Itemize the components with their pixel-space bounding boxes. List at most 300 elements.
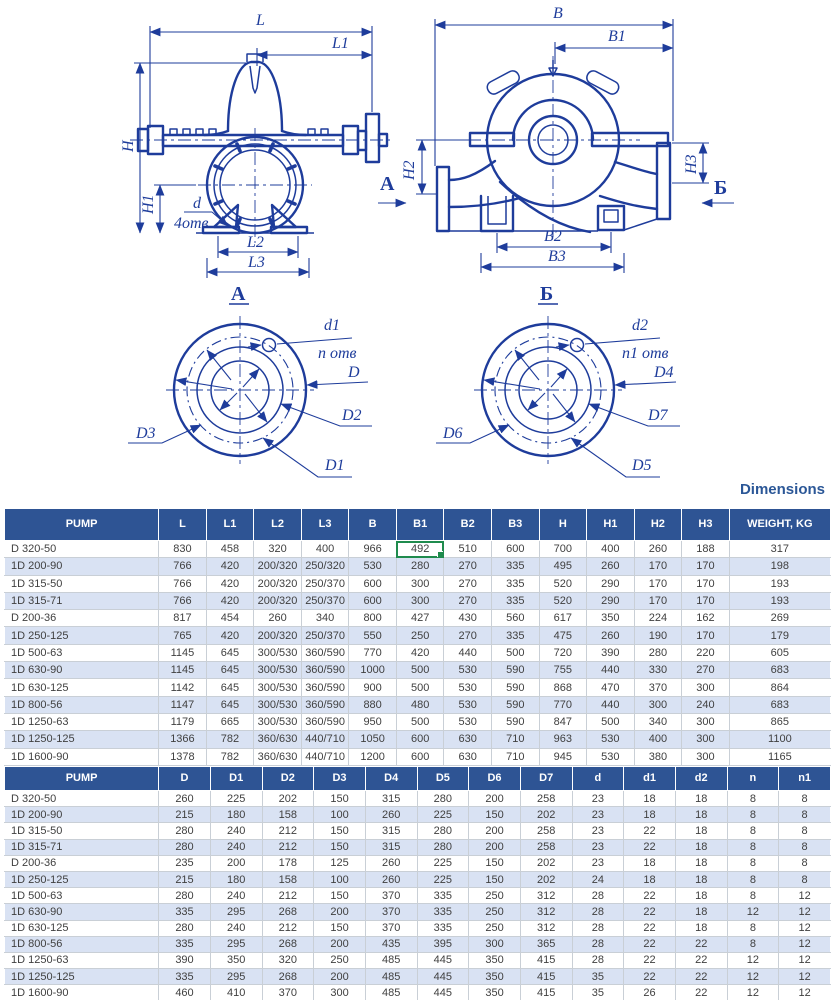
dimension-cell[interactable]: 280 bbox=[417, 823, 469, 839]
dimension-cell[interactable]: 260 bbox=[587, 558, 635, 575]
dimension-cell[interactable]: 250 bbox=[469, 904, 521, 920]
dimension-cell[interactable]: 492 bbox=[396, 541, 444, 558]
dimension-cell[interactable]: 800 bbox=[349, 610, 397, 627]
dimension-cell[interactable]: 8 bbox=[779, 855, 831, 871]
dimension-cell[interactable]: 35 bbox=[572, 969, 624, 985]
pump-name-cell[interactable]: 1D 250-125 bbox=[5, 871, 159, 887]
dimension-cell[interactable]: 300 bbox=[469, 936, 521, 952]
dimension-cell[interactable]: 193 bbox=[729, 592, 830, 609]
dimension-cell[interactable]: 900 bbox=[349, 679, 397, 696]
dimension-cell[interactable]: 360/590 bbox=[301, 679, 349, 696]
pump-name-cell[interactable]: 1D 800-56 bbox=[5, 696, 159, 713]
dimension-cell[interactable]: 600 bbox=[349, 592, 397, 609]
dimension-cell[interactable]: 258 bbox=[520, 839, 572, 855]
dimension-cell[interactable]: 460 bbox=[159, 985, 211, 1000]
dimension-cell[interactable]: 420 bbox=[206, 558, 254, 575]
dimension-cell[interactable]: 200 bbox=[314, 969, 366, 985]
dimension-cell[interactable]: 8 bbox=[779, 823, 831, 839]
dimension-cell[interactable]: 23 bbox=[572, 791, 624, 807]
dimension-cell[interactable]: 500 bbox=[396, 679, 444, 696]
dimension-cell[interactable]: 410 bbox=[210, 985, 262, 1000]
dimension-cell[interactable]: 18 bbox=[675, 871, 727, 887]
dimension-cell[interactable]: 1165 bbox=[729, 748, 830, 765]
dimension-cell[interactable]: 400 bbox=[634, 731, 682, 748]
dimension-cell[interactable]: 22 bbox=[675, 936, 727, 952]
dimension-cell[interactable]: 280 bbox=[159, 823, 211, 839]
dimension-cell[interactable]: 945 bbox=[539, 748, 587, 765]
dimension-cell[interactable]: 202 bbox=[520, 871, 572, 887]
dimension-cell[interactable]: 240 bbox=[210, 823, 262, 839]
dimension-cell[interactable]: 710 bbox=[491, 748, 539, 765]
dimension-cell[interactable]: 530 bbox=[587, 731, 635, 748]
dimension-cell[interactable]: 23 bbox=[572, 839, 624, 855]
dimension-cell[interactable]: 100 bbox=[314, 807, 366, 823]
dimension-cell[interactable]: 864 bbox=[729, 679, 830, 696]
dimension-cell[interactable]: 300 bbox=[682, 679, 730, 696]
dimension-cell[interactable]: 8 bbox=[727, 936, 779, 952]
dimension-cell[interactable]: 350 bbox=[469, 952, 521, 968]
dimension-cell[interactable]: 225 bbox=[417, 807, 469, 823]
dimension-cell[interactable]: 510 bbox=[444, 541, 492, 558]
dimension-cell[interactable]: 18 bbox=[675, 823, 727, 839]
dimension-cell[interactable]: 605 bbox=[729, 644, 830, 661]
dimension-cell[interactable]: 202 bbox=[520, 807, 572, 823]
dimension-cell[interactable]: 150 bbox=[314, 839, 366, 855]
dimension-cell[interactable]: 335 bbox=[417, 904, 469, 920]
dimension-cell[interactable]: 335 bbox=[491, 558, 539, 575]
dimension-cell[interactable]: 270 bbox=[444, 575, 492, 592]
dimension-cell[interactable]: 200 bbox=[469, 839, 521, 855]
dimension-cell[interactable]: 360/590 bbox=[301, 713, 349, 730]
dimension-cell[interactable]: 224 bbox=[634, 610, 682, 627]
dimension-cell[interactable]: 440/710 bbox=[301, 731, 349, 748]
dimension-cell[interactable]: 485 bbox=[365, 969, 417, 985]
dimension-cell[interactable]: 440 bbox=[587, 696, 635, 713]
dimension-cell[interactable]: 22 bbox=[624, 952, 676, 968]
dimension-cell[interactable]: 225 bbox=[210, 791, 262, 807]
pump-name-cell[interactable]: 1D 630-90 bbox=[5, 662, 159, 679]
dimension-cell[interactable]: 400 bbox=[587, 541, 635, 558]
pump-name-cell[interactable]: 1D 630-90 bbox=[5, 904, 159, 920]
dimension-cell[interactable]: 445 bbox=[417, 969, 469, 985]
dimension-cell[interactable]: 150 bbox=[469, 871, 521, 887]
dimension-cell[interactable]: 360/630 bbox=[254, 731, 302, 748]
dimension-cell[interactable]: 530 bbox=[444, 696, 492, 713]
dimension-cell[interactable]: 530 bbox=[444, 662, 492, 679]
dimension-cell[interactable]: 1142 bbox=[159, 679, 207, 696]
dimension-cell[interactable]: 200 bbox=[469, 823, 521, 839]
dimension-cell[interactable]: 12 bbox=[779, 985, 831, 1000]
dimension-cell[interactable]: 295 bbox=[210, 904, 262, 920]
dimension-cell[interactable]: 12 bbox=[779, 952, 831, 968]
dimension-cell[interactable]: 22 bbox=[675, 969, 727, 985]
dimension-cell[interactable]: 22 bbox=[624, 969, 676, 985]
dimension-cell[interactable]: 755 bbox=[539, 662, 587, 679]
dimension-cell[interactable]: 335 bbox=[159, 904, 211, 920]
pump-name-cell[interactable]: 1D 200-90 bbox=[5, 558, 159, 575]
dimension-cell[interactable]: 335 bbox=[159, 936, 211, 952]
dimension-cell[interactable]: 28 bbox=[572, 952, 624, 968]
dimension-cell[interactable]: 1200 bbox=[349, 748, 397, 765]
pump-name-cell[interactable]: 1D 1250-63 bbox=[5, 713, 159, 730]
dimension-cell[interactable]: 260 bbox=[254, 610, 302, 627]
pump-name-cell[interactable]: 1D 315-71 bbox=[5, 839, 159, 855]
dimension-cell[interactable]: 350 bbox=[469, 969, 521, 985]
dimension-cell[interactable]: 645 bbox=[206, 679, 254, 696]
dimension-cell[interactable]: 370 bbox=[365, 920, 417, 936]
dimension-cell[interactable]: 590 bbox=[491, 696, 539, 713]
dimension-cell[interactable]: 225 bbox=[417, 871, 469, 887]
dimension-cell[interactable]: 360/590 bbox=[301, 644, 349, 661]
dimension-cell[interactable]: 8 bbox=[727, 823, 779, 839]
dimension-cell[interactable]: 18 bbox=[675, 807, 727, 823]
dimension-cell[interactable]: 18 bbox=[675, 888, 727, 904]
pump-name-cell[interactable]: D 200-36 bbox=[5, 610, 159, 627]
dimension-cell[interactable]: 12 bbox=[727, 969, 779, 985]
dimension-cell[interactable]: 530 bbox=[444, 679, 492, 696]
dimension-cell[interactable]: 200/320 bbox=[254, 592, 302, 609]
dimension-cell[interactable]: 880 bbox=[349, 696, 397, 713]
dimension-cell[interactable]: 240 bbox=[210, 920, 262, 936]
dimension-cell[interactable]: 280 bbox=[396, 558, 444, 575]
pump-name-cell[interactable]: D 320-50 bbox=[5, 541, 159, 558]
dimension-cell[interactable]: 435 bbox=[365, 936, 417, 952]
dimension-cell[interactable]: 270 bbox=[444, 592, 492, 609]
pump-name-cell[interactable]: 1D 315-71 bbox=[5, 592, 159, 609]
dimension-cell[interactable]: 600 bbox=[396, 731, 444, 748]
dimension-cell[interactable]: 250/320 bbox=[301, 558, 349, 575]
dimension-cell[interactable]: 22 bbox=[624, 920, 676, 936]
dimension-cell[interactable]: 8 bbox=[727, 807, 779, 823]
dimension-cell[interactable]: 340 bbox=[301, 610, 349, 627]
pump-name-cell[interactable]: 1D 1250-125 bbox=[5, 969, 159, 985]
dimension-cell[interactable]: 12 bbox=[779, 904, 831, 920]
dimension-cell[interactable]: 12 bbox=[727, 985, 779, 1000]
dimension-cell[interactable]: 22 bbox=[624, 936, 676, 952]
pump-name-cell[interactable]: 1D 1250-63 bbox=[5, 952, 159, 968]
dimension-cell[interactable]: 420 bbox=[206, 627, 254, 644]
dimension-cell[interactable]: 8 bbox=[727, 920, 779, 936]
dimension-cell[interactable]: 260 bbox=[159, 791, 211, 807]
dimension-cell[interactable]: 158 bbox=[262, 807, 314, 823]
dimension-cell[interactable]: 220 bbox=[682, 644, 730, 661]
dimension-cell[interactable]: 200 bbox=[210, 855, 262, 871]
dimension-cell[interactable]: 300 bbox=[682, 748, 730, 765]
dimension-cell[interactable]: 193 bbox=[729, 575, 830, 592]
dimension-cell[interactable]: 300/530 bbox=[254, 713, 302, 730]
dimension-cell[interactable]: 268 bbox=[262, 936, 314, 952]
dimension-cell[interactable]: 260 bbox=[587, 627, 635, 644]
dimension-cell[interactable]: 180 bbox=[210, 807, 262, 823]
dimension-cell[interactable]: 8 bbox=[727, 839, 779, 855]
pump-name-cell[interactable]: 1D 315-50 bbox=[5, 823, 159, 839]
dimension-cell[interactable]: 440 bbox=[587, 662, 635, 679]
dimension-cell[interactable]: 200 bbox=[469, 791, 521, 807]
dimension-cell[interactable]: 1050 bbox=[349, 731, 397, 748]
dimension-cell[interactable]: 440/710 bbox=[301, 748, 349, 765]
dimension-cell[interactable]: 350 bbox=[210, 952, 262, 968]
dimension-cell[interactable]: 295 bbox=[210, 936, 262, 952]
dimension-cell[interactable]: 240 bbox=[682, 696, 730, 713]
dimension-cell[interactable]: 710 bbox=[491, 731, 539, 748]
dimension-cell[interactable]: 258 bbox=[520, 823, 572, 839]
dimension-cell[interactable]: 630 bbox=[444, 731, 492, 748]
dimension-cell[interactable]: 270 bbox=[444, 558, 492, 575]
dimension-cell[interactable]: 23 bbox=[572, 855, 624, 871]
dimension-cell[interactable]: 600 bbox=[349, 575, 397, 592]
dimension-cell[interactable]: 617 bbox=[539, 610, 587, 627]
dimension-cell[interactable]: 268 bbox=[262, 904, 314, 920]
dimension-cell[interactable]: 125 bbox=[314, 855, 366, 871]
dimension-cell[interactable]: 700 bbox=[539, 541, 587, 558]
dimension-cell[interactable]: 300 bbox=[314, 985, 366, 1000]
dimension-cell[interactable]: 300 bbox=[396, 575, 444, 592]
dimension-cell[interactable]: 28 bbox=[572, 888, 624, 904]
dimension-cell[interactable]: 530 bbox=[349, 558, 397, 575]
dimension-cell[interactable]: 370 bbox=[262, 985, 314, 1000]
dimension-cell[interactable]: 225 bbox=[417, 855, 469, 871]
dimension-cell[interactable]: 250/370 bbox=[301, 592, 349, 609]
dimension-cell[interactable]: 280 bbox=[159, 920, 211, 936]
dimension-cell[interactable]: 300 bbox=[634, 696, 682, 713]
dimension-cell[interactable]: 250 bbox=[469, 888, 521, 904]
dimension-cell[interactable]: 868 bbox=[539, 679, 587, 696]
dimension-cell[interactable]: 1179 bbox=[159, 713, 207, 730]
dimension-cell[interactable]: 8 bbox=[779, 807, 831, 823]
dimension-cell[interactable]: 295 bbox=[210, 969, 262, 985]
dimension-cell[interactable]: 340 bbox=[634, 713, 682, 730]
dimension-cell[interactable]: 390 bbox=[159, 952, 211, 968]
dimension-cell[interactable]: 22 bbox=[624, 904, 676, 920]
dimension-cell[interactable]: 600 bbox=[491, 541, 539, 558]
pump-name-cell[interactable]: D 200-36 bbox=[5, 855, 159, 871]
dimension-cell[interactable]: 150 bbox=[469, 855, 521, 871]
dimension-cell[interactable]: 235 bbox=[159, 855, 211, 871]
dimension-cell[interactable]: 520 bbox=[539, 592, 587, 609]
dimension-cell[interactable]: 280 bbox=[159, 888, 211, 904]
dimension-cell[interactable]: 317 bbox=[729, 541, 830, 558]
dimension-cell[interactable]: 765 bbox=[159, 627, 207, 644]
dimension-cell[interactable]: 683 bbox=[729, 662, 830, 679]
dimension-cell[interactable]: 782 bbox=[206, 731, 254, 748]
dimension-cell[interactable]: 200/320 bbox=[254, 558, 302, 575]
dimension-cell[interactable]: 817 bbox=[159, 610, 207, 627]
dimension-cell[interactable]: 8 bbox=[727, 888, 779, 904]
dimension-cell[interactable]: 350 bbox=[469, 985, 521, 1000]
dimension-cell[interactable]: 500 bbox=[587, 713, 635, 730]
dimension-cell[interactable]: 1000 bbox=[349, 662, 397, 679]
dimension-cell[interactable]: 415 bbox=[520, 952, 572, 968]
dimension-cell[interactable]: 590 bbox=[491, 679, 539, 696]
dimension-cell[interactable]: 18 bbox=[624, 791, 676, 807]
dimension-cell[interactable]: 1378 bbox=[159, 748, 207, 765]
dimension-cell[interactable]: 300 bbox=[682, 731, 730, 748]
dimension-cell[interactable]: 495 bbox=[539, 558, 587, 575]
dimension-cell[interactable]: 420 bbox=[206, 575, 254, 592]
dimension-cell[interactable]: 335 bbox=[417, 888, 469, 904]
dimension-cell[interactable]: 360/590 bbox=[301, 696, 349, 713]
dimension-cell[interactable]: 415 bbox=[520, 969, 572, 985]
dimension-cell[interactable]: 280 bbox=[417, 791, 469, 807]
dimension-cell[interactable]: 415 bbox=[520, 985, 572, 1000]
dimension-cell[interactable]: 150 bbox=[314, 823, 366, 839]
dimension-cell[interactable]: 560 bbox=[491, 610, 539, 627]
dimension-cell[interactable]: 454 bbox=[206, 610, 254, 627]
dimension-cell[interactable]: 280 bbox=[417, 839, 469, 855]
dimension-cell[interactable]: 300 bbox=[396, 592, 444, 609]
dimension-cell[interactable]: 280 bbox=[159, 839, 211, 855]
dimension-cell[interactable]: 12 bbox=[779, 920, 831, 936]
dimension-cell[interactable]: 100 bbox=[314, 871, 366, 887]
dimension-cell[interactable]: 22 bbox=[624, 839, 676, 855]
dimension-cell[interactable]: 212 bbox=[262, 839, 314, 855]
dimension-cell[interactable]: 420 bbox=[396, 644, 444, 661]
dimension-cell[interactable]: 170 bbox=[634, 575, 682, 592]
dimension-cell[interactable]: 180 bbox=[210, 871, 262, 887]
dimension-cell[interactable]: 300/530 bbox=[254, 644, 302, 661]
dimension-cell[interactable]: 312 bbox=[520, 904, 572, 920]
dimension-cell[interactable]: 250/370 bbox=[301, 627, 349, 644]
dimension-cell[interactable]: 370 bbox=[365, 904, 417, 920]
dimension-cell[interactable]: 8 bbox=[727, 791, 779, 807]
dimension-cell[interactable]: 1145 bbox=[159, 662, 207, 679]
dimension-cell[interactable]: 312 bbox=[520, 888, 572, 904]
dimension-cell[interactable]: 1100 bbox=[729, 731, 830, 748]
dimension-cell[interactable]: 390 bbox=[587, 644, 635, 661]
dimension-cell[interactable]: 335 bbox=[491, 575, 539, 592]
dimension-cell[interactable]: 170 bbox=[682, 592, 730, 609]
dimension-cell[interactable]: 966 bbox=[349, 541, 397, 558]
dimension-cell[interactable]: 8 bbox=[727, 871, 779, 887]
dimension-cell[interactable]: 215 bbox=[159, 871, 211, 887]
dimension-cell[interactable]: 300/530 bbox=[254, 679, 302, 696]
dimension-cell[interactable]: 22 bbox=[675, 952, 727, 968]
dimension-cell[interactable]: 665 bbox=[206, 713, 254, 730]
pump-name-cell[interactable]: 1D 630-125 bbox=[5, 920, 159, 936]
dimension-cell[interactable]: 24 bbox=[572, 871, 624, 887]
dimension-cell[interactable]: 630 bbox=[444, 748, 492, 765]
dimension-cell[interactable]: 18 bbox=[675, 791, 727, 807]
pump-name-cell[interactable]: D 320-50 bbox=[5, 791, 159, 807]
pump-name-cell[interactable]: 1D 1600-90 bbox=[5, 748, 159, 765]
dimension-cell[interactable]: 18 bbox=[675, 904, 727, 920]
dimension-cell[interactable]: 782 bbox=[206, 748, 254, 765]
dimension-cell[interactable]: 770 bbox=[349, 644, 397, 661]
dimension-cell[interactable]: 475 bbox=[539, 627, 587, 644]
dimension-cell[interactable]: 440 bbox=[444, 644, 492, 661]
dimension-cell[interactable]: 290 bbox=[587, 575, 635, 592]
dimension-cell[interactable]: 12 bbox=[779, 936, 831, 952]
dimension-cell[interactable]: 312 bbox=[520, 920, 572, 936]
dimension-cell[interactable]: 162 bbox=[682, 610, 730, 627]
pump-name-cell[interactable]: 1D 500-63 bbox=[5, 888, 159, 904]
dimension-cell[interactable]: 1145 bbox=[159, 644, 207, 661]
dimension-cell[interactable]: 179 bbox=[729, 627, 830, 644]
dimension-cell[interactable]: 35 bbox=[572, 985, 624, 1000]
dimension-cell[interactable]: 300/530 bbox=[254, 696, 302, 713]
dimension-cell[interactable]: 370 bbox=[365, 888, 417, 904]
dimension-cell[interactable]: 200/320 bbox=[254, 627, 302, 644]
dimension-cell[interactable]: 950 bbox=[349, 713, 397, 730]
dimension-cell[interactable]: 258 bbox=[520, 791, 572, 807]
pump-name-cell[interactable]: 1D 250-125 bbox=[5, 627, 159, 644]
dimension-cell[interactable]: 8 bbox=[779, 871, 831, 887]
dimension-cell[interactable]: 530 bbox=[587, 748, 635, 765]
dimension-cell[interactable]: 250 bbox=[469, 920, 521, 936]
dimension-cell[interactable]: 23 bbox=[572, 823, 624, 839]
dimension-cell[interactable]: 365 bbox=[520, 936, 572, 952]
dimension-cell[interactable]: 458 bbox=[206, 541, 254, 558]
dimension-cell[interactable]: 260 bbox=[634, 541, 682, 558]
dimension-cell[interactable]: 320 bbox=[254, 541, 302, 558]
dimension-cell[interactable]: 360/630 bbox=[254, 748, 302, 765]
dimension-cell[interactable]: 202 bbox=[262, 791, 314, 807]
dimension-cell[interactable]: 445 bbox=[417, 952, 469, 968]
dimension-cell[interactable]: 26 bbox=[624, 985, 676, 1000]
dimension-cell[interactable]: 18 bbox=[675, 855, 727, 871]
dimension-cell[interactable]: 23 bbox=[572, 807, 624, 823]
dimension-cell[interactable]: 500 bbox=[396, 713, 444, 730]
dimension-cell[interactable]: 290 bbox=[587, 592, 635, 609]
dimension-cell[interactable]: 170 bbox=[634, 592, 682, 609]
dimension-cell[interactable]: 600 bbox=[396, 748, 444, 765]
dimension-cell[interactable]: 202 bbox=[520, 855, 572, 871]
pump-name-cell[interactable]: 1D 800-56 bbox=[5, 936, 159, 952]
dimension-cell[interactable]: 530 bbox=[444, 713, 492, 730]
dimension-cell[interactable]: 22 bbox=[624, 823, 676, 839]
dimension-cell[interactable]: 150 bbox=[314, 920, 366, 936]
dimension-cell[interactable]: 170 bbox=[682, 575, 730, 592]
dimension-cell[interactable]: 28 bbox=[572, 936, 624, 952]
dimension-cell[interactable]: 8 bbox=[779, 839, 831, 855]
dimension-cell[interactable]: 260 bbox=[365, 871, 417, 887]
dimension-cell[interactable]: 480 bbox=[396, 696, 444, 713]
dimension-cell[interactable]: 766 bbox=[159, 592, 207, 609]
dimension-cell[interactable]: 645 bbox=[206, 644, 254, 661]
dimension-cell[interactable]: 200/320 bbox=[254, 575, 302, 592]
dimension-cell[interactable]: 847 bbox=[539, 713, 587, 730]
dimension-cell[interactable]: 590 bbox=[491, 662, 539, 679]
pump-name-cell[interactable]: 1D 1600-90 bbox=[5, 985, 159, 1000]
dimension-cell[interactable]: 830 bbox=[159, 541, 207, 558]
dimension-cell[interactable]: 963 bbox=[539, 731, 587, 748]
dimension-cell[interactable]: 12 bbox=[779, 888, 831, 904]
dimension-cell[interactable]: 500 bbox=[396, 662, 444, 679]
dimension-cell[interactable]: 335 bbox=[491, 592, 539, 609]
dimension-cell[interactable]: 200 bbox=[314, 904, 366, 920]
dimension-cell[interactable]: 12 bbox=[727, 904, 779, 920]
dimension-cell[interactable]: 260 bbox=[365, 855, 417, 871]
dimension-cell[interactable]: 8 bbox=[727, 855, 779, 871]
dimension-cell[interactable]: 22 bbox=[675, 985, 727, 1000]
dimension-cell[interactable]: 270 bbox=[444, 627, 492, 644]
dimension-cell[interactable]: 28 bbox=[572, 920, 624, 936]
dimension-cell[interactable]: 8 bbox=[779, 791, 831, 807]
dimension-cell[interactable]: 18 bbox=[624, 855, 676, 871]
dimension-cell[interactable]: 380 bbox=[634, 748, 682, 765]
dimension-cell[interactable]: 470 bbox=[587, 679, 635, 696]
dimension-cell[interactable]: 158 bbox=[262, 871, 314, 887]
dimension-cell[interactable]: 300/530 bbox=[254, 662, 302, 679]
dimension-cell[interactable]: 212 bbox=[262, 888, 314, 904]
dimension-cell[interactable]: 683 bbox=[729, 696, 830, 713]
dimension-cell[interactable]: 315 bbox=[365, 839, 417, 855]
pump-name-cell[interactable]: 1D 315-50 bbox=[5, 575, 159, 592]
dimension-cell[interactable]: 315 bbox=[365, 823, 417, 839]
pump-name-cell[interactable]: 1D 630-125 bbox=[5, 679, 159, 696]
dimension-cell[interactable]: 240 bbox=[210, 839, 262, 855]
dimension-cell[interactable]: 330 bbox=[634, 662, 682, 679]
